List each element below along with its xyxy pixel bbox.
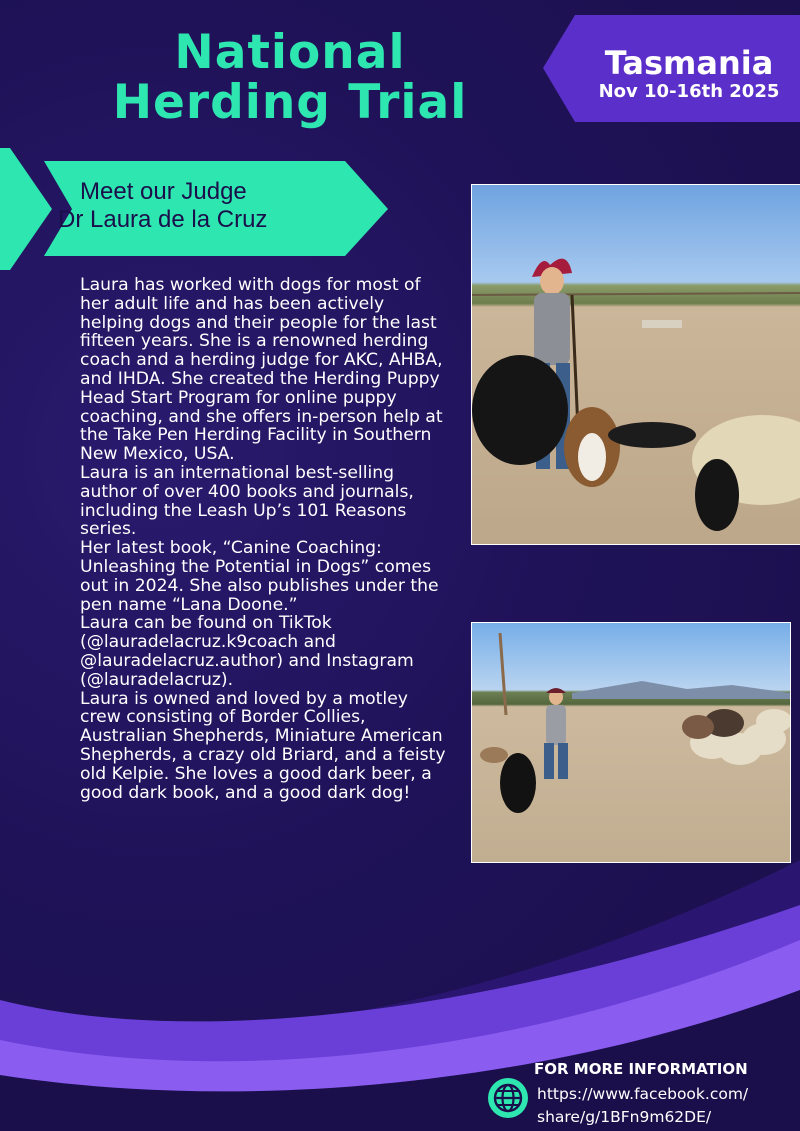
- bio-paragraph: Laura is an international best-selling author of over 400 books and journals, including the Leash Up’s 101 Reasons series.: [80, 462, 414, 540]
- judge-heading: Meet our Judge: [80, 178, 247, 205]
- bio-paragraph: Her latest book, “Canine Coaching: Unleashing the Potential in Dogs” comes out in 2024. She also publishes under the pen name “Lana Doone.”: [80, 538, 439, 615]
- herding-sheep-photo: [471, 622, 791, 863]
- judge-name: Dr Laura de la Cruz: [58, 206, 268, 233]
- facebook-link[interactable]: [537, 1083, 799, 1129]
- bio-paragraph: Laura is owned and loved by a motley crew consisting of Border Collies, Australian Shepherds, Miniature American Shepherds, a crazy old Briard, and a feisty old Kelpie. She loves a good dark beer, a good dark book, and a good dark dog!: [80, 688, 446, 803]
- event-dates: Nov 10-16th 2025: [598, 81, 780, 102]
- judge-with-dogs-photo: [471, 184, 800, 545]
- title-line-2: Herding Trial: [112, 75, 468, 130]
- url-line-1[interactable]: https://www.facebook.com/: [537, 1085, 749, 1103]
- page-title: [0, 25, 580, 130]
- event-location: Tasmania: [604, 44, 774, 82]
- bio-paragraph: Laura can be found on TikTok (@lauradelacruz.k9coach and @lauradelacruz.author) and Instagram (@lauradelacruz).: [80, 613, 414, 690]
- judge-bio: [80, 276, 452, 802]
- globe-icon: [487, 1077, 529, 1119]
- url-line-2[interactable]: share/g/1BFn9m62DE/: [537, 1108, 712, 1126]
- bio-paragraph: Laura has worked with dogs for most of her adult life and has been actively helping dogs and their people for the last fifteen years. She is a renowned herding coach and a herding judge for AKC, AHBA, and IHDA. She created the Herding Puppy Head Start Program for online puppy coaching, and she offers in-person help at the Take Pen Herding Facility in Southern New Mexico, USA.: [80, 275, 443, 465]
- title-line-1: National: [174, 25, 406, 80]
- location-badge: [543, 15, 800, 122]
- more-info-heading: FOR MORE INFORMATION: [534, 1060, 748, 1078]
